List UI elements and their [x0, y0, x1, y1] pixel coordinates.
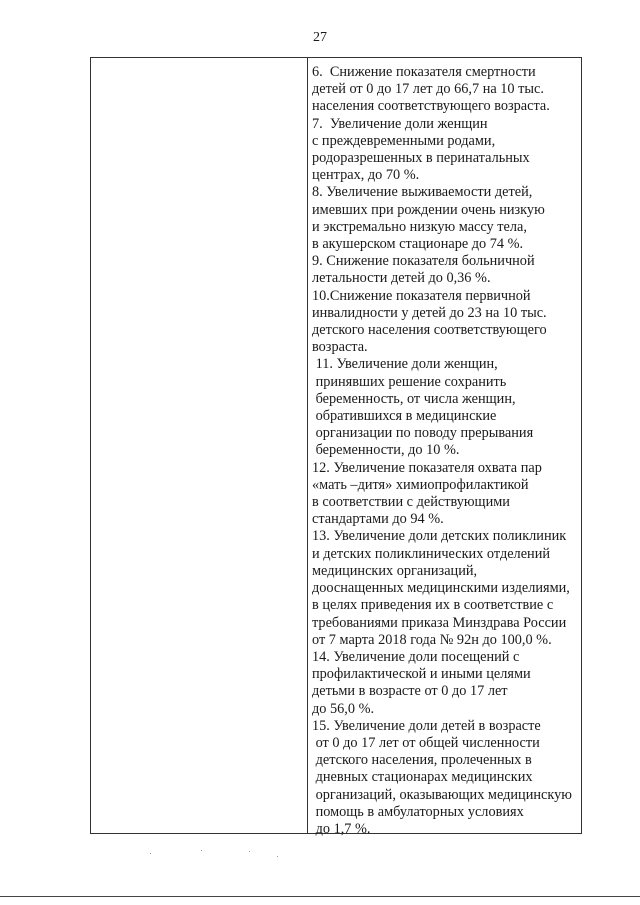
scan-speck [249, 851, 250, 852]
item-line: 13. Увеличение доли детских поликлиник [312, 528, 567, 545]
item-line: обратившихся в медицинские [312, 408, 497, 425]
item-line: организаций, оказывающих медицинскую [312, 786, 572, 803]
item-line: с преждевременными родами, [312, 132, 496, 149]
item-line: беременность, от числа женщин, [312, 390, 516, 407]
document-table [90, 57, 582, 837]
item-line: имевших при рождении очень низкую [312, 201, 545, 218]
item-line: в целях приведения их в соответствие с [312, 597, 554, 614]
table-right-column [307, 58, 581, 837]
item-line: принявших решение сохранить [312, 373, 507, 390]
scan-speck [201, 850, 202, 851]
item-line: до 56,0 %. [312, 700, 375, 717]
list-item [312, 288, 581, 357]
list-item [312, 460, 581, 529]
list-item [312, 253, 581, 287]
table-left-column [91, 58, 308, 833]
item-line: и экстремально низкую массу тела, [312, 218, 527, 235]
item-line: требованиями приказа Минздрава России [312, 614, 567, 631]
item-line: детей от 0 до 17 лет до 66,7 на 10 тыс. [312, 81, 544, 98]
item-line: родоразрешенных в перинатальных [312, 150, 530, 167]
item-line: до 1,7 %. [312, 820, 371, 837]
item-line: помощь в амбулаторных условиях [312, 803, 524, 820]
item-line: центрах, до 70 %. [312, 167, 420, 184]
list-item [312, 64, 581, 116]
item-line: и детских поликлинических отделений [312, 545, 550, 562]
item-line: 11. Увеличение доли женщин, [312, 356, 498, 373]
item-line: детского населения, пролеченных в [312, 752, 532, 769]
list-item [312, 356, 581, 459]
list-item [312, 116, 581, 185]
page-number: 27 [313, 30, 327, 45]
item-line: 14. Увеличение доли посещений с [312, 648, 520, 665]
list-item [312, 184, 581, 253]
item-line: дооснащенных медицинскими изделиями, [312, 580, 570, 597]
item-line: от 7 марта 2018 года № 92н до 100,0 %. [312, 631, 552, 648]
item-line: детьми в возрасте от 0 до 17 лет [312, 683, 508, 700]
item-line: 9. Снижение показателя больничной [312, 253, 535, 270]
item-line: 7. Увеличение доли женщин [312, 115, 488, 132]
item-line: дневных стационарах медицинских [312, 769, 533, 786]
scan-speck [277, 856, 278, 857]
item-line: 6. Снижение показателя смертности [312, 64, 536, 80]
item-line: 8. Увеличение выживаемости детей, [312, 184, 533, 201]
list-item [312, 649, 581, 718]
list-item [312, 528, 581, 648]
item-line: 12. Увеличение показателя охвата пар [312, 459, 542, 476]
item-line: организации по поводу прерывания [312, 425, 534, 442]
list-item [312, 718, 581, 838]
item-line: 15. Увеличение доли детей в возрасте [312, 717, 541, 734]
item-line: детского населения соответствующего [312, 322, 547, 339]
item-line: беременности, до 10 %. [312, 442, 460, 459]
item-line: в соответствии с действующими [312, 494, 510, 511]
item-line: стандартами до 94 %. [312, 511, 444, 528]
bottom-rule [0, 896, 640, 897]
item-line: в акушерском стационаре до 74 %. [312, 236, 524, 253]
item-line: населения соответствующего возраста. [312, 98, 550, 115]
item-line: от 0 до 17 лет от общей численности [312, 734, 540, 751]
item-line: летальности детей до 0,36 %. [312, 270, 491, 287]
item-line: медицинских организаций, [312, 562, 478, 579]
item-line: профилактической и иными целями [312, 666, 531, 683]
item-line: 10.Снижение показателя первичной [312, 287, 531, 304]
scan-speck [150, 853, 151, 854]
item-line: инвалидности у детей до 23 на 10 тыс. [312, 304, 547, 321]
item-line: возраста. [312, 339, 368, 356]
item-line: «мать –дитя» химиопрофилактикой [312, 476, 529, 493]
